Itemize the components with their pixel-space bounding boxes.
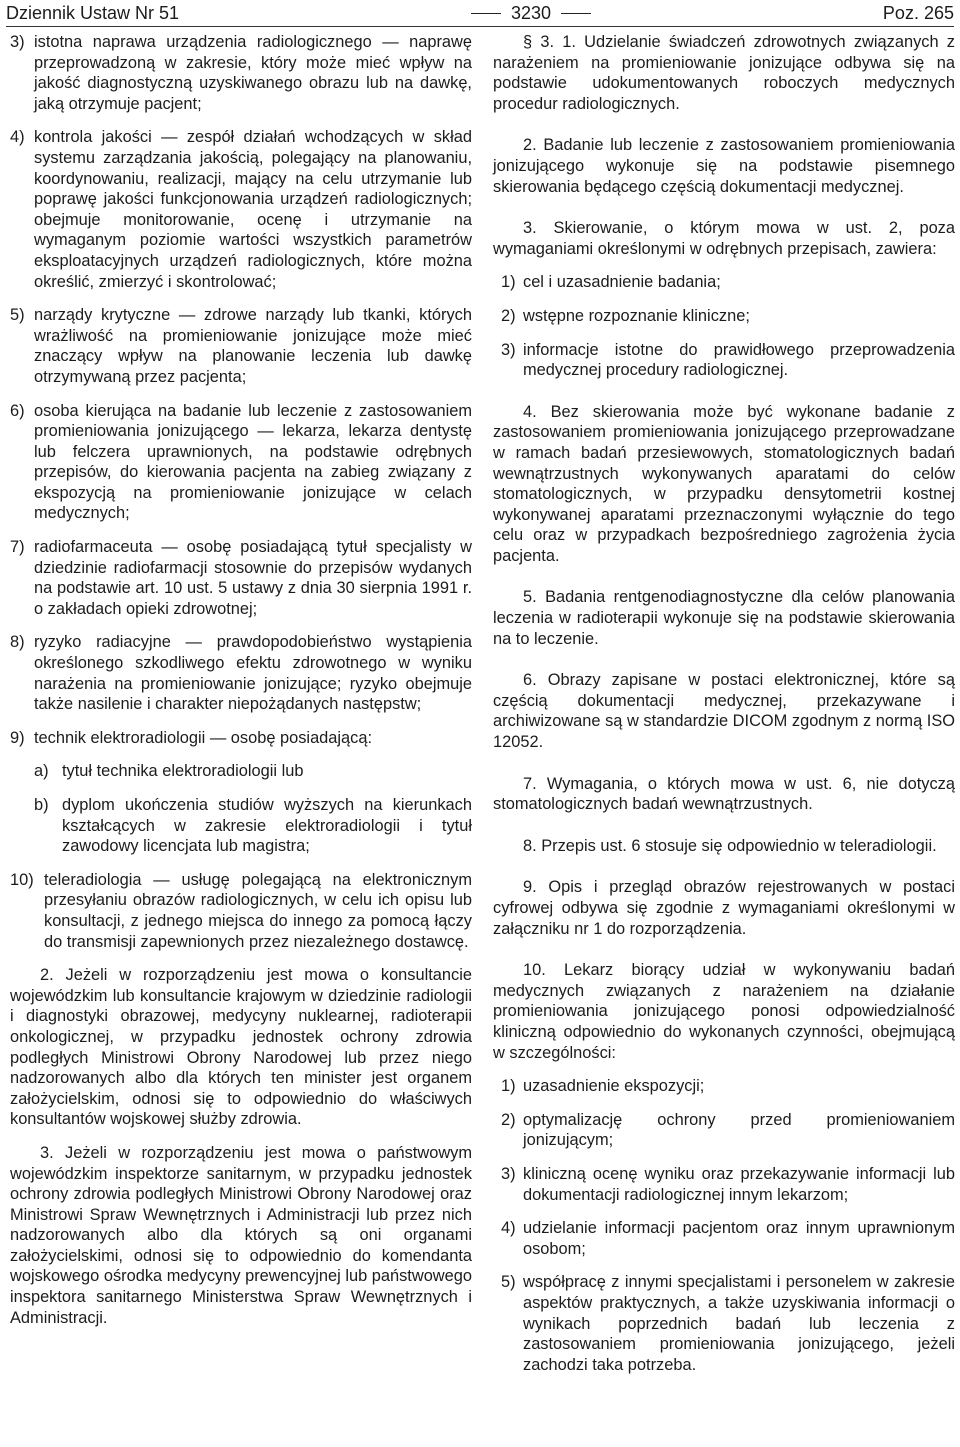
item-text: ryzyko radiacyjne — prawdopodobieństwo wystąpienia określonego szkodliwego efektu zdrowotnego w wyniku narażenia na promieniowanie jonizujące; ryzyko obejmuje także nasilenie i charakter niepożądanych następstw; [34,633,472,714]
item-text: radiofarmaceuta — osobę posiadającą tytuł specjalisty w dziedzinie radiofarmacji stosownie do przepisów wydanych na podstawie art. 10 ust. 5 ustawy z dnia 30 sierpnia 1991 r. o zakładach opieki zdrowotnej; [34,538,472,618]
definition-item [10,728,472,749]
item-number: 3) [501,1164,516,1183]
definition-subitem [10,761,472,782]
subitem-text: tytuł technika elektroradiologii lub [62,762,304,781]
definition-item [10,32,472,114]
definition-item [10,401,472,525]
paragraph: 8. Przepis ust. 6 stosuje się odpowiednio w teleradiologii. [523,836,937,855]
definition-item [10,632,472,714]
item-text: teleradiologia — usługę polegającą na elektronicznym przesyłaniu obrazów radiologicznych, w celu ich opisu lub konsultacji, z jednego miejsca do innego za pomocą łączy do transmisji zapewnionych przez niezależnego dostawcę. [44,870,472,951]
item-number: 5) [10,306,25,325]
paragraph: 10. Lekarz biorący udział w wykonywaniu badań medycznych związanych z narażeniem na działanie promieniowania jonizującego ponosi odpowiedzialność kliniczną odpowiednio do wykonanych czynności, obejmującą w szczególności: [493,961,955,1062]
list-item [493,272,955,293]
item-number: 7) [10,538,25,557]
item-number: 6) [10,401,25,420]
list-item [493,306,955,327]
item-text: udzielanie informacji pacjentom oraz innym uprawnionym osobom; [523,1219,955,1258]
paragraph: 2. Badanie lub leczenie z zastosowaniem promieniowania jonizującego wykonuje się na podstawie pisemnego skierowania będącego częścią dokumentacji medycznej. [493,136,955,196]
item-text: narządy krytyczne — zdrowe narządy lub tkanki, których wrażliwość na promieniowanie jonizujące może mieć znaczący wpływ na planowanie leczenia lub dawkę otrzymywaną przez pacjenta; [34,306,472,386]
item-number: 2) [501,306,516,325]
item-number: 1) [501,1077,516,1096]
paragraph: 4. Bez skierowania może być wykonane badanie z zastosowaniem promieniowania jonizującego przeprowadzane w ramach badań przesiewowych, stomatologicznych badań wewnątrzustnych wykonywanych aparatami do celów stomatologicznych, w przypadku densytometrii kostnej wykonywanej aparatami przeznaczonymi wyłącznie do tego celu oraz w przypadkach bezpośredniego zagrożenia życia pacjenta. [493,402,955,565]
page-number: 3230 [510,3,552,23]
paragraph: 5. Badania rentgenodiagnostyczne dla celów planowania leczenia w radioterapii wykonuje się na podstawie skierowania na to leczenie. [493,588,955,648]
page-number-group [471,4,591,22]
dash-left [471,13,501,14]
definition-item [10,537,472,619]
item-text: informacje istotne do prawidłowego przeprowadzenia medycznej procedury radiologicznej. [523,340,955,380]
item-text: uzasadnienie ekspozycji; [523,1077,705,1096]
item-text: cel i uzasadnienie badania; [523,273,721,292]
section-paragraph: § 3. 1. Udzielanie świadczeń zdrowotnych związanych z narażeniem na promieniowanie jonizujące odbywa się na podstawie udokumentowanych roboczych medycznych procedur radiologicznych. [493,33,955,113]
position-number: Poz. 265 [882,3,954,23]
paragraph: 9. Opis i przegląd obrazów rejestrowanych w postaci cyfrowej odbywa się zgodnie z wymaganiami określonymi w załączniku nr 1 do rozporządzenia. [493,878,955,938]
paragraph: 7. Wymagania, o których mowa w ust. 6, nie dotyczą stomatologicznych badań wewnątrzustnych. [493,774,955,814]
item-number: 10) [10,870,34,889]
item-text: optymalizację ochrony przed promieniowaniem jonizującym; [523,1110,955,1150]
item-text: współpracę z innymi specjalistami i personelem w zakresie aspektów praktycznych, a także uzyskiwania informacji o wynikach poprzednich badań lub leczenia z zastosowaniem promieniowania jonizującego, jeżeli zachodzi taka potrzeba. [523,1273,955,1374]
item-number: 4) [10,128,25,147]
item-number: 1) [501,273,516,292]
subitem-letter: a) [34,762,49,781]
list-item [493,1076,955,1097]
item-number: 3) [501,340,516,359]
left-column [10,32,472,1341]
list-item [493,1110,955,1151]
paragraph: 2. Jeżeli w rozporządzeniu jest mowa o konsultancie wojewódzkim lub konsultancie krajowym w dziedzinie radiologii i diagnostyki obrazowej, medycyny nuklearnej, radioterapii onkologicznej, w przypadku jednostek ochrony zdrowia podległych Ministrowi Obrony Narodowej lub przez niego nadzorowanych albo dla których ten minister jest organem założycielskim, odnosi się to odpowiednio do właściwych konsultantów wojskowej służby zdrowia. [10,966,472,1129]
item-number: 9) [10,728,25,747]
subitem-text: dyplom ukończenia studiów wyższych na kierunkach kształcących w zakresie elektroradiologii i tytuł zawodowy licencjata lub magistra; [62,796,472,856]
item-text: wstępne rozpoznanie kliniczne; [523,306,750,325]
item-text: istotna naprawa urządzenia radiologicznego — naprawę przeprowadzoną w zakresie, który może mieć wpływ na jakość diagnostyczną uzyskiwanego obrazu lub na dawkę, jaką otrzymuje pacjent; [34,33,472,113]
list-item [493,340,955,381]
item-number: 4) [501,1219,516,1238]
subitem-letter: b) [34,796,49,814]
item-text: osoba kierująca na badanie lub leczenie z zastosowaniem promieniowania jonizującego — lekarza, lekarza dentystę lub felczera uprawnionych, na podstawie odrębnych przepisów, do kierowania pacjenta na zabieg związany z ekspozycją na promieniowanie jonizujące w celach medycznych; [34,401,472,523]
item-number: 2) [501,1110,516,1129]
item-number: 3) [10,33,25,51]
item-text: technik elektroradiologii — osobę posiadającą: [34,728,373,747]
item-text: kontrola jakości — zespół działań wchodzących w skład systemu zarządzania jakością, polegający na planowaniu, koordynowaniu, realizacji, mający na celu utrzymanie lub poprawę jakości funkcjonowania urządzeń radiologicznych; obejmuje monitorowanie, ocenę i utrzymanie na wymaganym poziomie wartości wszystkich parametrów eksploatacyjnych urządzeń radiologicznych, które można określić, zmierzyć i skontrolować; [34,128,472,291]
list-item [493,1164,955,1205]
item-number: 8) [10,633,25,652]
dash-right [561,13,591,14]
list-item [493,1272,955,1375]
paragraph: 3. Jeżeli w rozporządzeniu jest mowa o państwowym wojewódzkim inspektorze sanitarnym, w przypadku jednostek ochrony zdrowia podległych Ministrowi Obrony Narodowej oraz Ministrowi Spraw Wewnętrznych i Administracji lub przez nich nadzorowanych albo dla których są oni organami założycielskimi, odnosi się to odpowiednio do komendanta wojskowego ośrodka medycyny prewencyjnej lub państwowego inspektora sanitarnego Ministerstwa Spraw Wewnętrznych i Administracji. [10,1143,472,1327]
paragraph: 3. Skierowanie, o którym mowa w ust. 2, poza wymaganiami określonymi w odrębnych przepisach, zawiera: [493,219,955,258]
item-number: 5) [501,1273,516,1292]
item-text: kliniczną ocenę wyniku oraz przekazywanie informacji lub dokumentacji radiologicznej innym lekarzom; [523,1164,955,1204]
definition-item [10,870,472,952]
definition-subitem [10,795,472,857]
paragraph: 6. Obrazy zapisane w postaci elektronicznej, które są częścią dokumentacji medycznej, przekazywane i archiwizowane są w standardzie DICOM zgodnym z normą ISO 12052. [493,671,955,752]
definition-item [10,305,472,387]
page-header [6,0,954,27]
journal-title: Dziennik Ustaw Nr 51 [6,3,180,23]
right-column [493,32,955,1388]
list-item [493,1218,955,1259]
definition-item [10,127,472,292]
